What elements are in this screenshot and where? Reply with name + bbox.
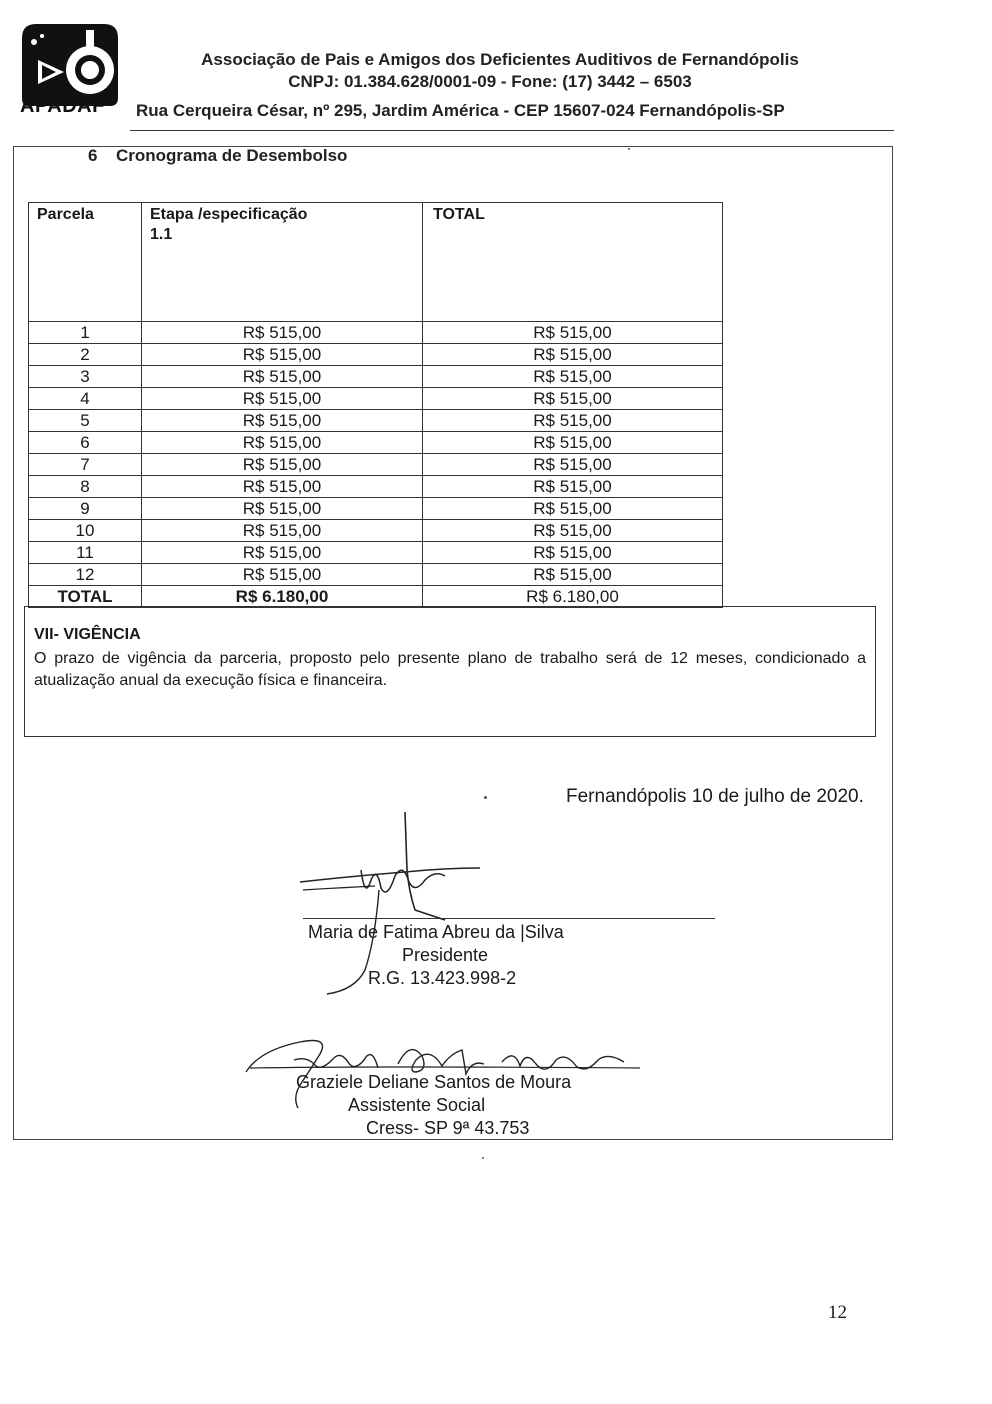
cell-total: R$ 515,00	[423, 366, 723, 388]
table-row	[29, 520, 723, 542]
org-cnpj-phone: CNPJ: 01.384.628/0001-09 - Fone: (17) 3442 – 6503	[288, 72, 692, 91]
cell-parcela: 4	[29, 388, 142, 410]
header-etapa-sub: 1.1	[150, 226, 173, 243]
cell-etapa: R$ 515,00	[142, 366, 423, 388]
cell-total: R$ 515,00	[423, 498, 723, 520]
table-row	[29, 564, 723, 586]
cell-parcela: 12	[29, 564, 142, 586]
signer-name: Maria de Fatima Abreu da |Silva	[308, 922, 564, 942]
cell-total: R$ 515,00	[423, 476, 723, 498]
cell-parcela: 5	[29, 410, 142, 432]
vigencia-title: VII- VIGÊNCIA	[34, 626, 141, 643]
cell-etapa: R$ 515,00	[142, 432, 423, 454]
cell-parcela: 1	[29, 322, 142, 344]
cell-total: R$ 515,00	[423, 322, 723, 344]
cell-total: R$ 515,00	[423, 564, 723, 586]
logo-text: APADAF	[20, 95, 105, 117]
cell-parcela: 3	[29, 366, 142, 388]
cell-etapa: R$ 515,00	[142, 454, 423, 476]
scan-speck	[482, 1157, 484, 1159]
table-row	[29, 322, 723, 344]
section-title	[88, 146, 347, 166]
signer-role: Assistente Social	[348, 1095, 486, 1115]
cell-total: R$ 515,00	[423, 344, 723, 366]
cell-etapa: R$ 515,00	[142, 476, 423, 498]
cell-total: R$ 515,00	[423, 454, 723, 476]
cell-total-etapa: R$ 6.180,00	[142, 586, 423, 608]
table-row	[29, 344, 723, 366]
signer-id: R.G. 13.423.998-2	[368, 968, 517, 988]
cell-parcela: 9	[29, 498, 142, 520]
table-row	[29, 542, 723, 564]
header-etapa	[142, 203, 423, 322]
cell-parcela: 6	[29, 432, 142, 454]
table-row	[29, 388, 723, 410]
disbursement-table	[28, 202, 723, 608]
cell-etapa: R$ 515,00	[142, 344, 423, 366]
cell-etapa: R$ 515,00	[142, 520, 423, 542]
cell-etapa: R$ 515,00	[142, 388, 423, 410]
signer-name: Graziele Deliane Santos de Moura	[296, 1072, 572, 1092]
section-title-text: Cronograma de Desembolso	[116, 146, 348, 165]
cell-parcela: 10	[29, 520, 142, 542]
cell-parcela: 11	[29, 542, 142, 564]
header-divider	[130, 130, 894, 131]
cell-parcela: 7	[29, 454, 142, 476]
cell-grand-total: R$ 6.180,00	[423, 586, 723, 608]
cell-etapa: R$ 515,00	[142, 498, 423, 520]
header-etapa-label: Etapa /especificação	[150, 206, 308, 223]
vigencia-text: O prazo de vigência da parceria, proposto pelo presente plano de trabalho será de 12 meses, condicionado a atualização anual da execução física e financeira.	[34, 650, 866, 689]
header-parcela: Parcela	[29, 203, 142, 322]
table-row	[29, 366, 723, 388]
table-total-row	[29, 586, 723, 608]
cell-parcela: 2	[29, 344, 142, 366]
table-header-row	[29, 203, 723, 322]
signer-id: Cress- SP 9ª 43.753	[366, 1118, 530, 1138]
cell-etapa: R$ 515,00	[142, 322, 423, 344]
cell-total: R$ 515,00	[423, 432, 723, 454]
cell-etapa: R$ 515,00	[142, 542, 423, 564]
cell-etapa: R$ 515,00	[142, 564, 423, 586]
org-address: Rua Cerqueira César, nº 295, Jardim América - CEP 15607-024 Fernandópolis-SP	[136, 101, 785, 120]
signature-line	[303, 918, 715, 919]
scan-speck	[484, 796, 487, 799]
cell-etapa: R$ 515,00	[142, 410, 423, 432]
scan-speck	[628, 148, 630, 150]
cell-total: R$ 515,00	[423, 520, 723, 542]
cell-total: R$ 515,00	[423, 388, 723, 410]
cell-parcela: 8	[29, 476, 142, 498]
table-row	[29, 454, 723, 476]
date-line: Fernandópolis 10 de julho de 2020.	[566, 786, 864, 807]
page-number: 12	[828, 1302, 847, 1323]
table-row	[29, 476, 723, 498]
cell-total-label: TOTAL	[29, 586, 142, 608]
table-row	[29, 410, 723, 432]
table-row	[29, 432, 723, 454]
cell-total: R$ 515,00	[423, 542, 723, 564]
signer-role: Presidente	[402, 945, 489, 965]
header-total: TOTAL	[423, 203, 723, 322]
cell-total: R$ 515,00	[423, 410, 723, 432]
section-number: 6	[88, 146, 98, 165]
table-row	[29, 498, 723, 520]
org-name: Associação de Pais e Amigos dos Deficientes Auditivos de Fernandópolis	[201, 50, 799, 69]
